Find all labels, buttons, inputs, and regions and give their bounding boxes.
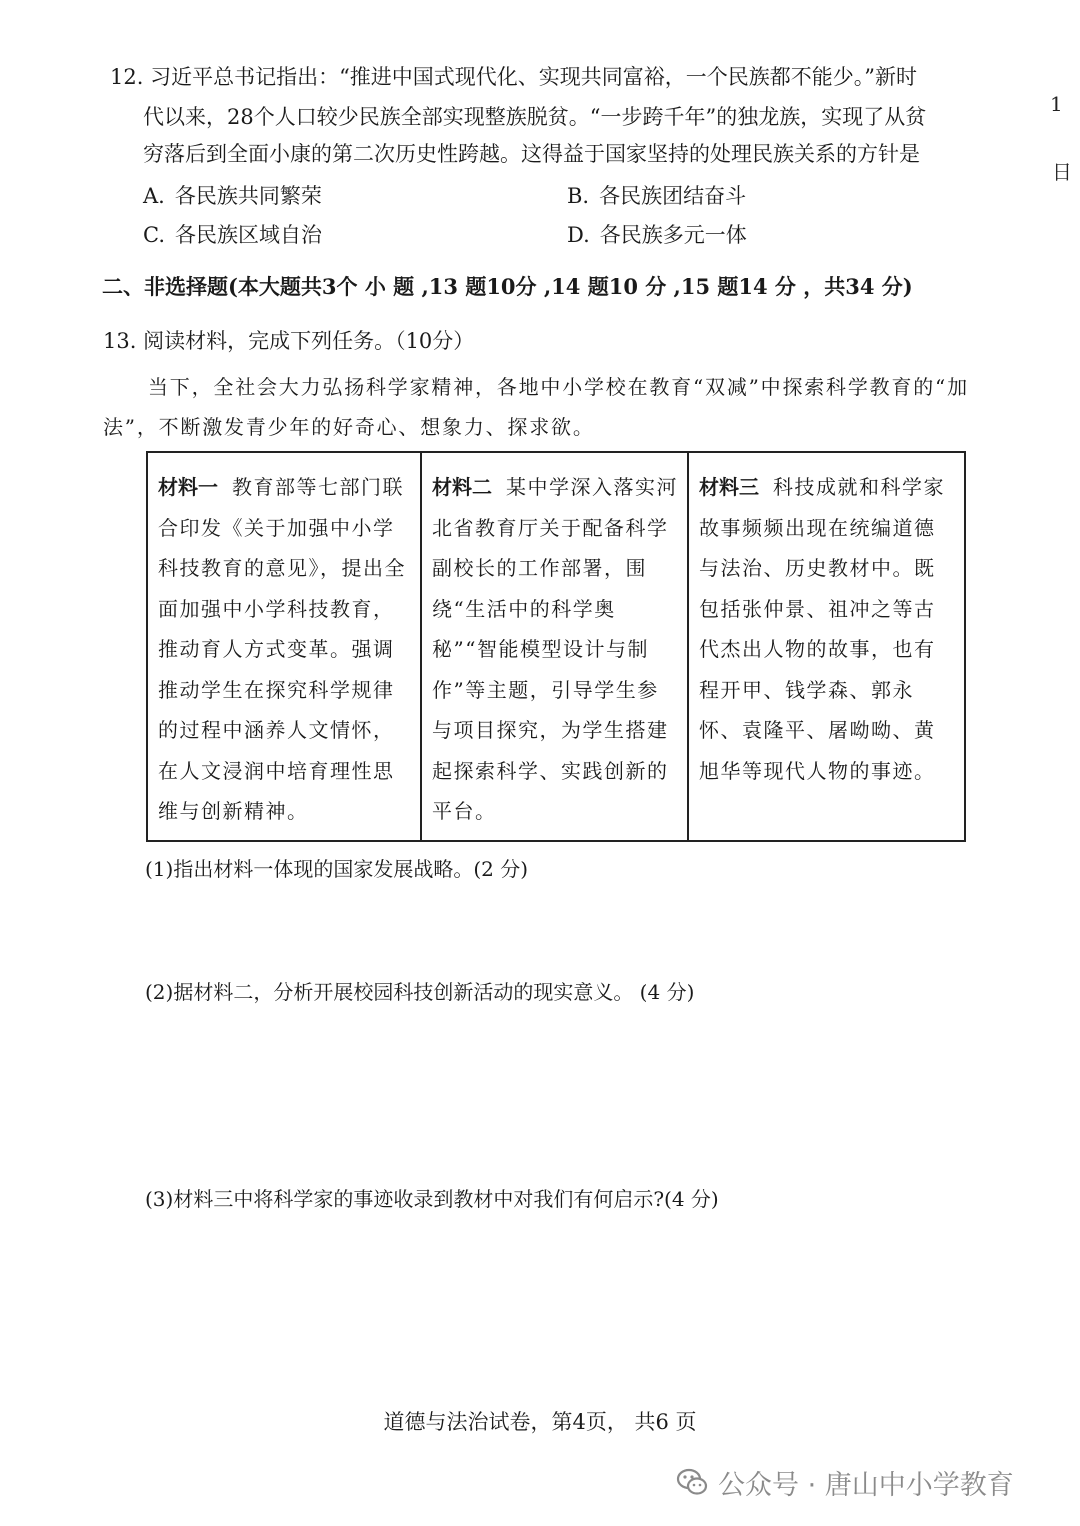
q12-option-b [567, 180, 746, 210]
q12-option-c [143, 219, 322, 249]
section-2-heading: 二、非选择题(本大题共3个 小 题 ,13 题10分 ,14 题10 分 ,15 题14 分 ，共34 分) [102, 274, 913, 299]
material-1-cell [147, 452, 421, 841]
q13-sub-question-2: (2)据材料二，分析开展校园科技创新活动的现实意义。 (4 分) [145, 980, 695, 1004]
material-3-cell [688, 452, 965, 841]
option-key: C. [143, 223, 165, 247]
option-key: A. [143, 184, 165, 208]
q13-title: 13. 阅读材料，完成下列任务。（10分） [103, 329, 475, 353]
wechat-icon [676, 1466, 708, 1498]
material-1-title: 材料一 [158, 475, 218, 499]
q13-sub-question-1: (1)指出材料一体现的国家发展战略。(2 分) [145, 857, 529, 881]
q13-sub-question-3: (3)材料三中将科学家的事迹收录到教材中对我们有何启示?(4 分) [145, 1187, 719, 1211]
side-mark-bottom: 日 [1052, 160, 1072, 184]
watermark-text: 公众号 · 唐山中小学教育 [718, 1469, 1014, 1501]
materials-table [146, 451, 966, 842]
q13-intro-line-2: 法”，不断激发青少年的好奇心、想象力、探求欲。 [103, 415, 595, 439]
material-2-title: 材料二 [432, 475, 492, 499]
material-2-cell [421, 452, 688, 841]
page-footer: 道德与法治试卷，第4页， 共6 页 [383, 1410, 697, 1434]
material-3-title: 材料三 [699, 475, 759, 499]
q12-line-3: 穷落后到全面小康的第二次历史性跨越。这得益于国家坚持的处理民族关系的方针是 [143, 142, 920, 166]
q12-option-d [567, 219, 747, 249]
q12-option-a [143, 180, 322, 210]
q13-intro-line-1: 当下，全社会大力弘扬科学家精神，各地中小学校在教育“双减”中探索科学教育的“加 [148, 375, 969, 399]
material-1-text: 教育部等七部门联合印发《关于加强中小学科技教育的意见》，提出全面加强中小学科技教育，推动育人方式变革。强调推动学生在探究科学规律的过程中涵养人文情怀，在人文浸润中培育理性思维与创新精神。 [158, 475, 406, 823]
watermark [676, 1460, 1014, 1504]
side-mark-top: 1 [1050, 92, 1063, 116]
material-3-text: 科技成就和科学家故事频频出现在统编道德与法治、历史教材中。既包括张仲景、祖冲之等古代杰出人物的故事，也有程开甲、钱学森、郭永怀、袁隆平、屠呦呦、黄旭华等现代人物的事迹。 [699, 475, 945, 783]
q12-line-1: 12. 习近平总书记指出：“推进中国式现代化、实现共同富裕，一个民族都不能少。”新时 [110, 65, 918, 89]
material-2-text: 某中学深入落实河北省教育厅关于配备科学副校长的工作部署，围绕“生活中的科学奥秘”“智能模型设计与制作”等主题，引导学生参与项目探究，为学生搭建起探索科学、实践创新的平台。 [432, 475, 678, 823]
option-text: 各民族区域自治 [175, 223, 322, 247]
q12-line-2: 代以来，28个人口较少民族全部实现整族脱贫。“一步跨千年”的独龙族，实现了从贫 [143, 105, 927, 129]
materials-row [147, 452, 965, 841]
option-text: 各民族团结奋斗 [599, 184, 747, 208]
option-text: 各民族共同繁荣 [174, 184, 322, 208]
option-key: D. [567, 223, 590, 247]
option-text: 各民族多元一体 [599, 223, 747, 247]
option-key: B. [567, 184, 590, 208]
